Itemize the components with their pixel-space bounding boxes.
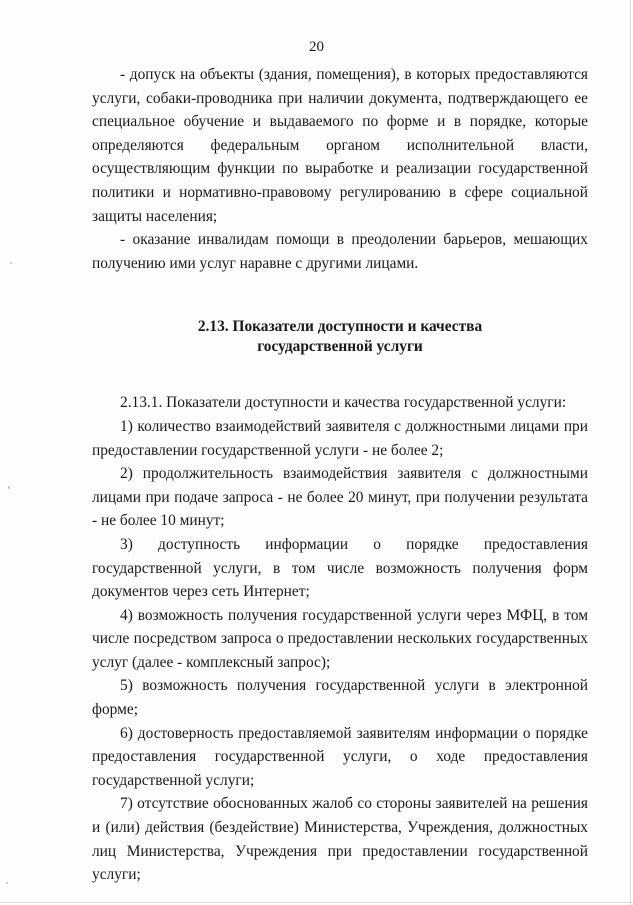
list-item: 1) количество взаимодействий заявителя с должностными лицами при предоставлении государственной услуги - не более 2;: [92, 417, 588, 459]
scan-dot: [6, 882, 8, 884]
document-body: [92, 63, 588, 887]
section-heading: [92, 317, 588, 357]
list-item: 3) доступность информации о порядке предоставления государственной услуги, в том числе возможность получения форм документов через сеть Интернет;: [92, 535, 588, 601]
list-item: 7) отсутствие обоснованных жалоб со стороны заявителей на решения и (или) действия (бездействие) Министерства, Учреждения, должностных лиц Министерства, Учреждения при предоставлении государственной услуги;: [92, 795, 588, 884]
page-number: 20: [309, 39, 324, 55]
list-item: 4) возможность получения государственной услуги через МФЦ, в том числе посредством запроса о предоставлении нескольких государственных услуг (далее - комплексный запрос);: [92, 606, 588, 671]
section-heading-line: 2.13. Показатели доступности и качества: [197, 318, 483, 336]
list-item: 5) возможность получения государственной услуги в электронной форме;: [92, 677, 588, 719]
scan-dot: [10, 262, 12, 264]
list-item: 2) продолжительность взаимодействия заявителя с должностными лицами при подаче запроса - не более 20 минут, при получении результата - не более 10 минут;: [92, 465, 588, 530]
scan-bottom-line: [0, 902, 633, 903]
section-heading-line: государственной услуги: [257, 338, 423, 356]
scan-edge-line: [630, 0, 631, 905]
paragraph: - допуск на объекты (здания, помещения), в которых предоставляются услуги, собаки-проводника при наличии документа, подтверждающего ее специальное обучение и выдаваемого по форме и в порядке, которые определяются федеральным органом исполнительной власти, осуществляющим функции по выработке и реализации государственной политики и нормативно-правовому регулированию в сфере социальной защиты населения;: [92, 66, 588, 225]
paragraph: - оказание инвалидам помощи в преодолении барьеров, мешающих получению ими услуг наравне с другими лицами.: [92, 231, 588, 272]
scan-dot: [8, 486, 10, 489]
paragraph: 2.13.1. Показатели доступности и качества государственной услуги:: [120, 394, 567, 412]
list-item: 6) достоверность предоставляемой заявителям информации о порядке предоставления государственной услуги, о ходе предоставления государственной услуги;: [92, 724, 588, 789]
